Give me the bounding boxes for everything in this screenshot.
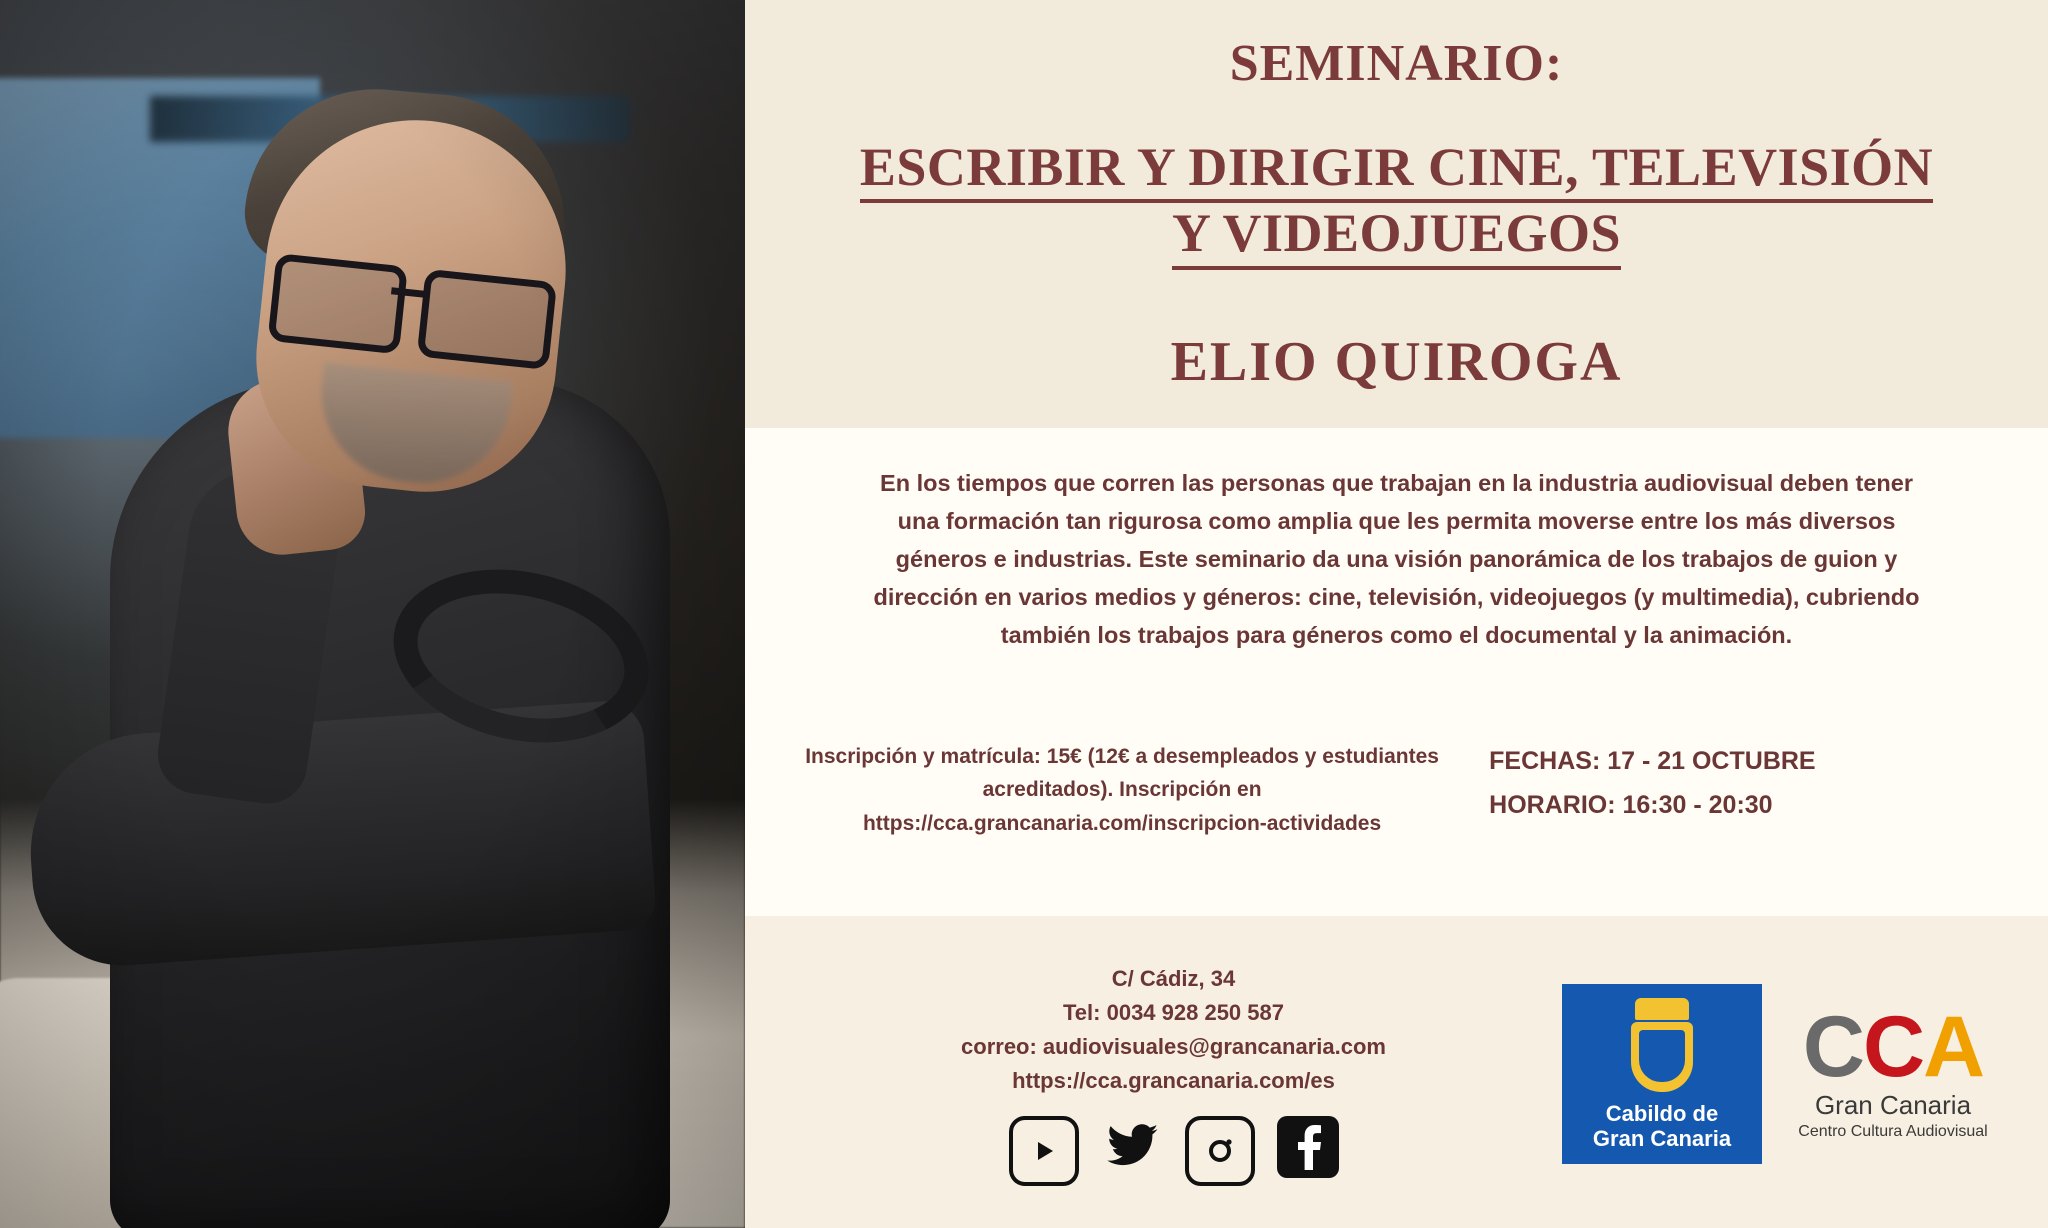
dates-info (1459, 740, 2008, 828)
facebook-icon[interactable] (1277, 1116, 1339, 1178)
poster-content (745, 0, 2048, 1228)
seminar-description: En los tiempos que corren las personas que trabajan en la industria audiovisual deben tener una formación tan rigurosa como amplia que les permita moverse entre los más diversos géneros e industrias. Este seminario da una visión panorámica de los trabajos de guion y dirección en varios medios y géneros: cine, televisión, videojuegos (y multimedia), cubriendo también los trabajos para géneros como el documental y la animación. (873, 469, 1920, 649)
cabildo-line-2: Gran Canaria (1592, 1125, 1732, 1151)
speaker-name: ELIO QUIROGA (1170, 330, 1623, 393)
dates-line: FECHAS: 17 - 21 OCTUBRE (1489, 747, 1816, 776)
cca-logo (1788, 998, 1998, 1142)
cabildo-logo-text (1593, 1102, 1731, 1151)
footer-band (745, 916, 2048, 1228)
photo-vignette (0, 0, 745, 1228)
description-band (745, 428, 2048, 678)
shield-icon (1631, 1022, 1693, 1092)
contact-website[interactable]: https://cca.grancanaria.com/es (1012, 1068, 1335, 1094)
enrollment-info: Inscripción y matrícula: 15€ (12€ a desempleados y estudiantes acreditados). Inscripción en https://cca.grancanaria.com/inscripcion-actividades (805, 745, 1439, 835)
title-line-1: ESCRIBIR Y DIRIGIR CINE, TELEVISIÓN (860, 137, 1933, 203)
contact-email[interactable]: correo: audiovisuales@grancanaria.com (961, 1034, 1386, 1059)
youtube-icon[interactable] (1009, 1116, 1079, 1186)
cabildo-logo (1562, 984, 1762, 1164)
crest-icon (1623, 998, 1701, 1094)
instagram-icon[interactable] (1185, 1116, 1255, 1186)
cca-letter-3: A (1923, 998, 1984, 1095)
seminar-label: SEMINARIO: (1229, 35, 1564, 92)
cca-letters (1788, 998, 1998, 1095)
crown-icon (1635, 998, 1689, 1020)
cca-letter-2: C (1862, 998, 1924, 1095)
cabildo-line-1: Cabildo de (1605, 1101, 1719, 1126)
schedule-line: HORARIO: 16:30 - 20:30 (1489, 791, 1773, 819)
info-band (745, 678, 2048, 916)
page-title (785, 137, 2008, 270)
contact-block (785, 962, 1562, 1186)
logos-block (1562, 984, 2008, 1164)
social-links (785, 1116, 1562, 1186)
speaker-portrait-photo (0, 0, 745, 1228)
twitter-icon[interactable] (1101, 1116, 1163, 1178)
cca-letter-1: C (1802, 998, 1863, 1095)
cca-subtitle-2: Centro Cultura Audiovisual (1798, 1123, 1988, 1141)
title-line-2: Y VIDEOJUEGOS (1172, 203, 1621, 269)
cca-subtitle-1: Gran Canaria (1814, 1090, 1972, 1121)
contact-phone: Tel: 0034 928 250 587 (1063, 999, 1284, 1025)
title-band (745, 0, 2048, 428)
contact-address: C/ Cádiz, 34 (1111, 965, 1236, 991)
